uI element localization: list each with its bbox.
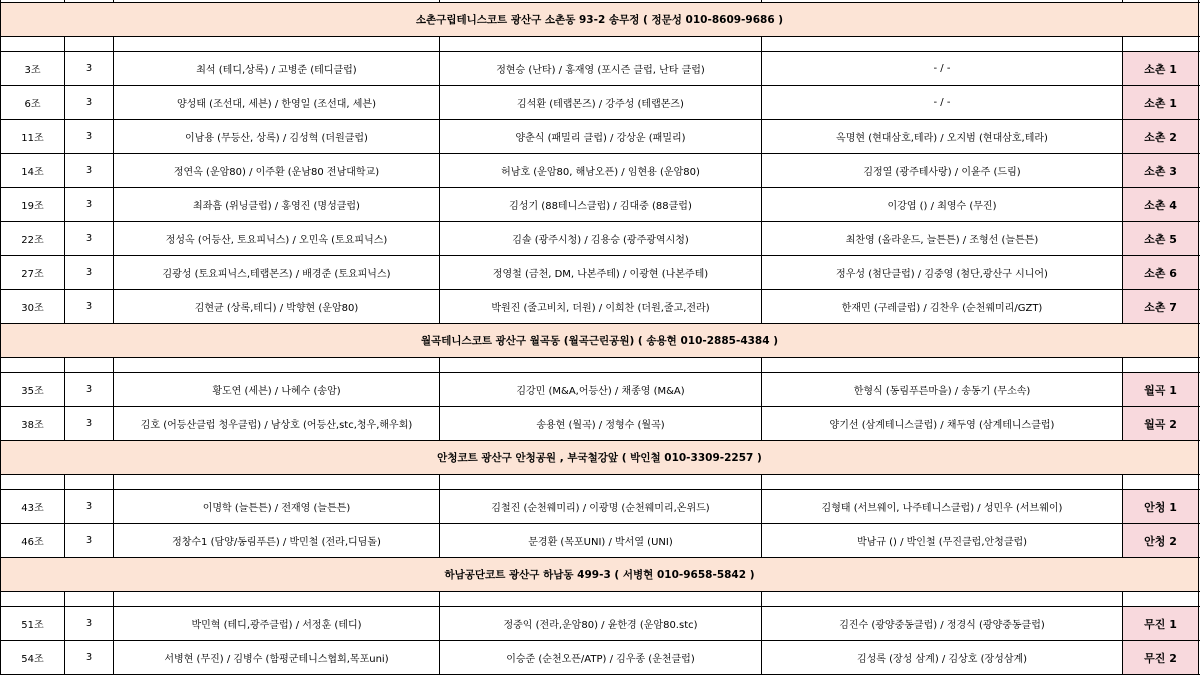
team-2: 송용현 (월곡) / 정형수 (월곡) — [440, 407, 762, 441]
spacer-row — [1, 358, 1200, 373]
spacer-cell — [1123, 37, 1199, 52]
spacer-cell — [1123, 358, 1199, 373]
team-2: 이승준 (순천오픈/ATP) / 김우종 (운천클럽) — [440, 641, 762, 675]
court-assignment: 월곡 1 — [1123, 373, 1199, 407]
team-1: 정창수1 (담양/동림푸른) / 박민철 (전라,디딤돌) — [114, 524, 440, 558]
venue-header-row — [1, 324, 1200, 358]
table-row — [1, 256, 1200, 290]
team-3: 양기선 (삼계테니스클럽) / 채두영 (삼계테니스클럽) — [762, 407, 1123, 441]
team-2: 김철진 (순천웨미리) / 이광명 (순천웨미리,온위드) — [440, 490, 762, 524]
spacer-cell — [65, 475, 114, 490]
team-3: 박남규 () / 박인철 (무진클럽,안청클럽) — [762, 524, 1123, 558]
group-number: 30조 — [1, 290, 65, 324]
spacer-cell — [114, 358, 440, 373]
team-2: 김석환 (테랩몬즈) / 강주성 (테랩몬즈) — [440, 86, 762, 120]
team-1: 서병현 (무진) / 김병수 (함평군테니스협회,목포uni) — [114, 641, 440, 675]
venue-header-row — [1, 558, 1200, 592]
team-count: 3 — [65, 490, 114, 524]
team-3: 한형식 (동림푸른마을) / 송동기 (무소속) — [762, 373, 1123, 407]
team-1: 정연옥 (운암80) / 이주환 (운남80 전남대학교) — [114, 154, 440, 188]
team-count: 3 — [65, 524, 114, 558]
team-3: 옥명현 (현대삼호,테라) / 오지범 (현대삼호,테라) — [762, 120, 1123, 154]
group-number: 38조 — [1, 407, 65, 441]
team-3: - / - — [762, 86, 1123, 120]
spacer-cell — [1123, 475, 1199, 490]
team-2: 정중익 (전라,운암80) / 윤한경 (운암80.stc) — [440, 607, 762, 641]
spacer-row — [1, 475, 1200, 490]
team-3: 김진수 (광양중동클럽) / 정경식 (광양중동클럽) — [762, 607, 1123, 641]
team-1: 김호 (어등산클럽 청우클럽) / 남상호 (어등산,stc,청우,해우회) — [114, 407, 440, 441]
court-assignment: 무진 1 — [1123, 607, 1199, 641]
group-number: 19조 — [1, 188, 65, 222]
venue-title: 소촌구립테니스코트 광산구 소촌동 93-2 송무정 ( 정문성 010-8609-9686 ) — [1, 3, 1199, 37]
spacer-cell — [1, 358, 65, 373]
team-count: 3 — [65, 407, 114, 441]
spacer-cell — [65, 37, 114, 52]
venue-header-row — [1, 3, 1200, 37]
team-3: 김정열 (광주테사랑) / 이윤주 (드림) — [762, 154, 1123, 188]
spacer-cell — [762, 475, 1123, 490]
spacer-cell — [440, 358, 762, 373]
venue-header-row — [1, 441, 1200, 475]
spacer-cell — [762, 37, 1123, 52]
team-1: 박민혁 (테디,광주클럽) / 서정훈 (테디) — [114, 607, 440, 641]
team-count: 3 — [65, 120, 114, 154]
team-3: 김성록 (장성 삼계) / 김상호 (장성삼계) — [762, 641, 1123, 675]
group-number: 35조 — [1, 373, 65, 407]
group-number: 22조 — [1, 222, 65, 256]
group-number: 6조 — [1, 86, 65, 120]
team-2: 정현승 (난타) / 홍재영 (포시즌 클럽, 난타 클럽) — [440, 52, 762, 86]
team-2: 김강민 (M&A,어등산) / 채종영 (M&A) — [440, 373, 762, 407]
table-row — [1, 607, 1200, 641]
team-count: 3 — [65, 256, 114, 290]
group-number: 46조 — [1, 524, 65, 558]
court-assignment: 소촌 6 — [1123, 256, 1199, 290]
team-1: 정성옥 (어등산, 토요피닉스) / 오민옥 (토요피닉스) — [114, 222, 440, 256]
team-count: 3 — [65, 373, 114, 407]
team-count: 3 — [65, 641, 114, 675]
table-row — [1, 52, 1200, 86]
court-assignment: 안청 1 — [1123, 490, 1199, 524]
spacer-cell — [440, 37, 762, 52]
team-1: 김현균 (상록,테디) / 박향현 (운암80) — [114, 290, 440, 324]
table-row — [1, 641, 1200, 675]
team-3: 이강엽 () / 최영수 (무진) — [762, 188, 1123, 222]
spacer-cell — [114, 475, 440, 490]
team-2: 박원진 (줄고비치, 더원) / 이희찬 (더원,줄고,전라) — [440, 290, 762, 324]
spacer-cell — [1, 592, 65, 607]
group-number: 14조 — [1, 154, 65, 188]
court-assignment: 소촌 1 — [1123, 52, 1199, 86]
team-1: 김광성 (토요피닉스,테랩몬즈) / 배경준 (토요피닉스) — [114, 256, 440, 290]
team-count: 3 — [65, 290, 114, 324]
venue-title: 월곡테니스코트 광산구 월곡동 (월곡근린공원) ( 송용현 010-2885-4384 ) — [1, 324, 1199, 358]
spacer-cell — [440, 592, 762, 607]
table-row — [1, 290, 1200, 324]
team-count: 3 — [65, 86, 114, 120]
team-2: 정영철 (금천, DM, 나본주테) / 이광현 (나본주테) — [440, 256, 762, 290]
table-row — [1, 188, 1200, 222]
court-assignment: 소촌 2 — [1123, 120, 1199, 154]
team-3: - / - — [762, 52, 1123, 86]
spacer-cell — [1, 37, 65, 52]
court-assignment: 안청 2 — [1123, 524, 1199, 558]
spacer-row — [1, 592, 1200, 607]
team-1: 양성태 (조선대, 세븐) / 한영일 (조선대, 세븐) — [114, 86, 440, 120]
team-1: 이남용 (무등산, 상록) / 김성혁 (더원클럽) — [114, 120, 440, 154]
group-number: 27조 — [1, 256, 65, 290]
court-assignment: 소촌 3 — [1123, 154, 1199, 188]
court-assignment: 월곡 2 — [1123, 407, 1199, 441]
court-assignment: 소촌 4 — [1123, 188, 1199, 222]
team-1: 최좌흠 (위닝클럽) / 홍영진 (명성클럽) — [114, 188, 440, 222]
team-2: 김성기 (88테니스클럽) / 김대중 (88클럽) — [440, 188, 762, 222]
spacer-cell — [762, 358, 1123, 373]
venue-title: 안청코트 광산구 안청공원 , 부국철강앞 ( 박인철 010-3309-2257 ) — [1, 441, 1199, 475]
table-row — [1, 154, 1200, 188]
group-number: 3조 — [1, 52, 65, 86]
table-row — [1, 86, 1200, 120]
table-row — [1, 373, 1200, 407]
spacer-cell — [1, 475, 65, 490]
spacer-cell — [114, 592, 440, 607]
team-count: 3 — [65, 188, 114, 222]
spacer-cell — [114, 37, 440, 52]
team-3: 한재민 (구레클럽) / 김찬우 (순천웨미리/GZT) — [762, 290, 1123, 324]
team-count: 3 — [65, 52, 114, 86]
team-count: 3 — [65, 154, 114, 188]
team-2: 허남호 (운암80, 해남오픈) / 임현용 (운암80) — [440, 154, 762, 188]
team-1: 최석 (테디,상록) / 고병준 (테디클럽) — [114, 52, 440, 86]
group-number: 54조 — [1, 641, 65, 675]
schedule-body — [1, 0, 1200, 675]
team-2: 양춘식 (패밀리 클럽) / 강상운 (패밀리) — [440, 120, 762, 154]
team-2: 문경환 (목포UNI) / 박서열 (UNI) — [440, 524, 762, 558]
spacer-cell — [1123, 592, 1199, 607]
group-number: 51조 — [1, 607, 65, 641]
team-1: 황도연 (세븐) / 나혜수 (송암) — [114, 373, 440, 407]
table-row — [1, 120, 1200, 154]
table-row — [1, 524, 1200, 558]
team-3: 정우성 (첨단클럽) / 김중영 (첨단,광산구 시니어) — [762, 256, 1123, 290]
spacer-cell — [762, 592, 1123, 607]
team-1: 이명학 (늘튼튼) / 전재영 (늘튼튼) — [114, 490, 440, 524]
group-number: 43조 — [1, 490, 65, 524]
team-count: 3 — [65, 607, 114, 641]
table-row — [1, 222, 1200, 256]
team-3: 김형태 (서브웨이, 나주테니스클럽) / 성민우 (서브웨이) — [762, 490, 1123, 524]
spacer-row — [1, 37, 1200, 52]
court-assignment: 무진 2 — [1123, 641, 1199, 675]
court-assignment: 소촌 7 — [1123, 290, 1199, 324]
team-2: 김솔 (광주시청) / 김용승 (광주광역시청) — [440, 222, 762, 256]
group-number: 11조 — [1, 120, 65, 154]
venue-title: 하남공단코트 광산구 하남동 499-3 ( 서병현 010-9658-5842 ) — [1, 558, 1199, 592]
court-assignment: 소촌 5 — [1123, 222, 1199, 256]
team-count: 3 — [65, 222, 114, 256]
team-3: 최찬영 (올라운드, 늘튼튼) / 조형선 (늘튼튼) — [762, 222, 1123, 256]
table-row — [1, 490, 1200, 524]
spacer-cell — [65, 358, 114, 373]
spacer-cell — [440, 475, 762, 490]
court-assignment: 소촌 1 — [1123, 86, 1199, 120]
spacer-cell — [65, 592, 114, 607]
table-row — [1, 407, 1200, 441]
